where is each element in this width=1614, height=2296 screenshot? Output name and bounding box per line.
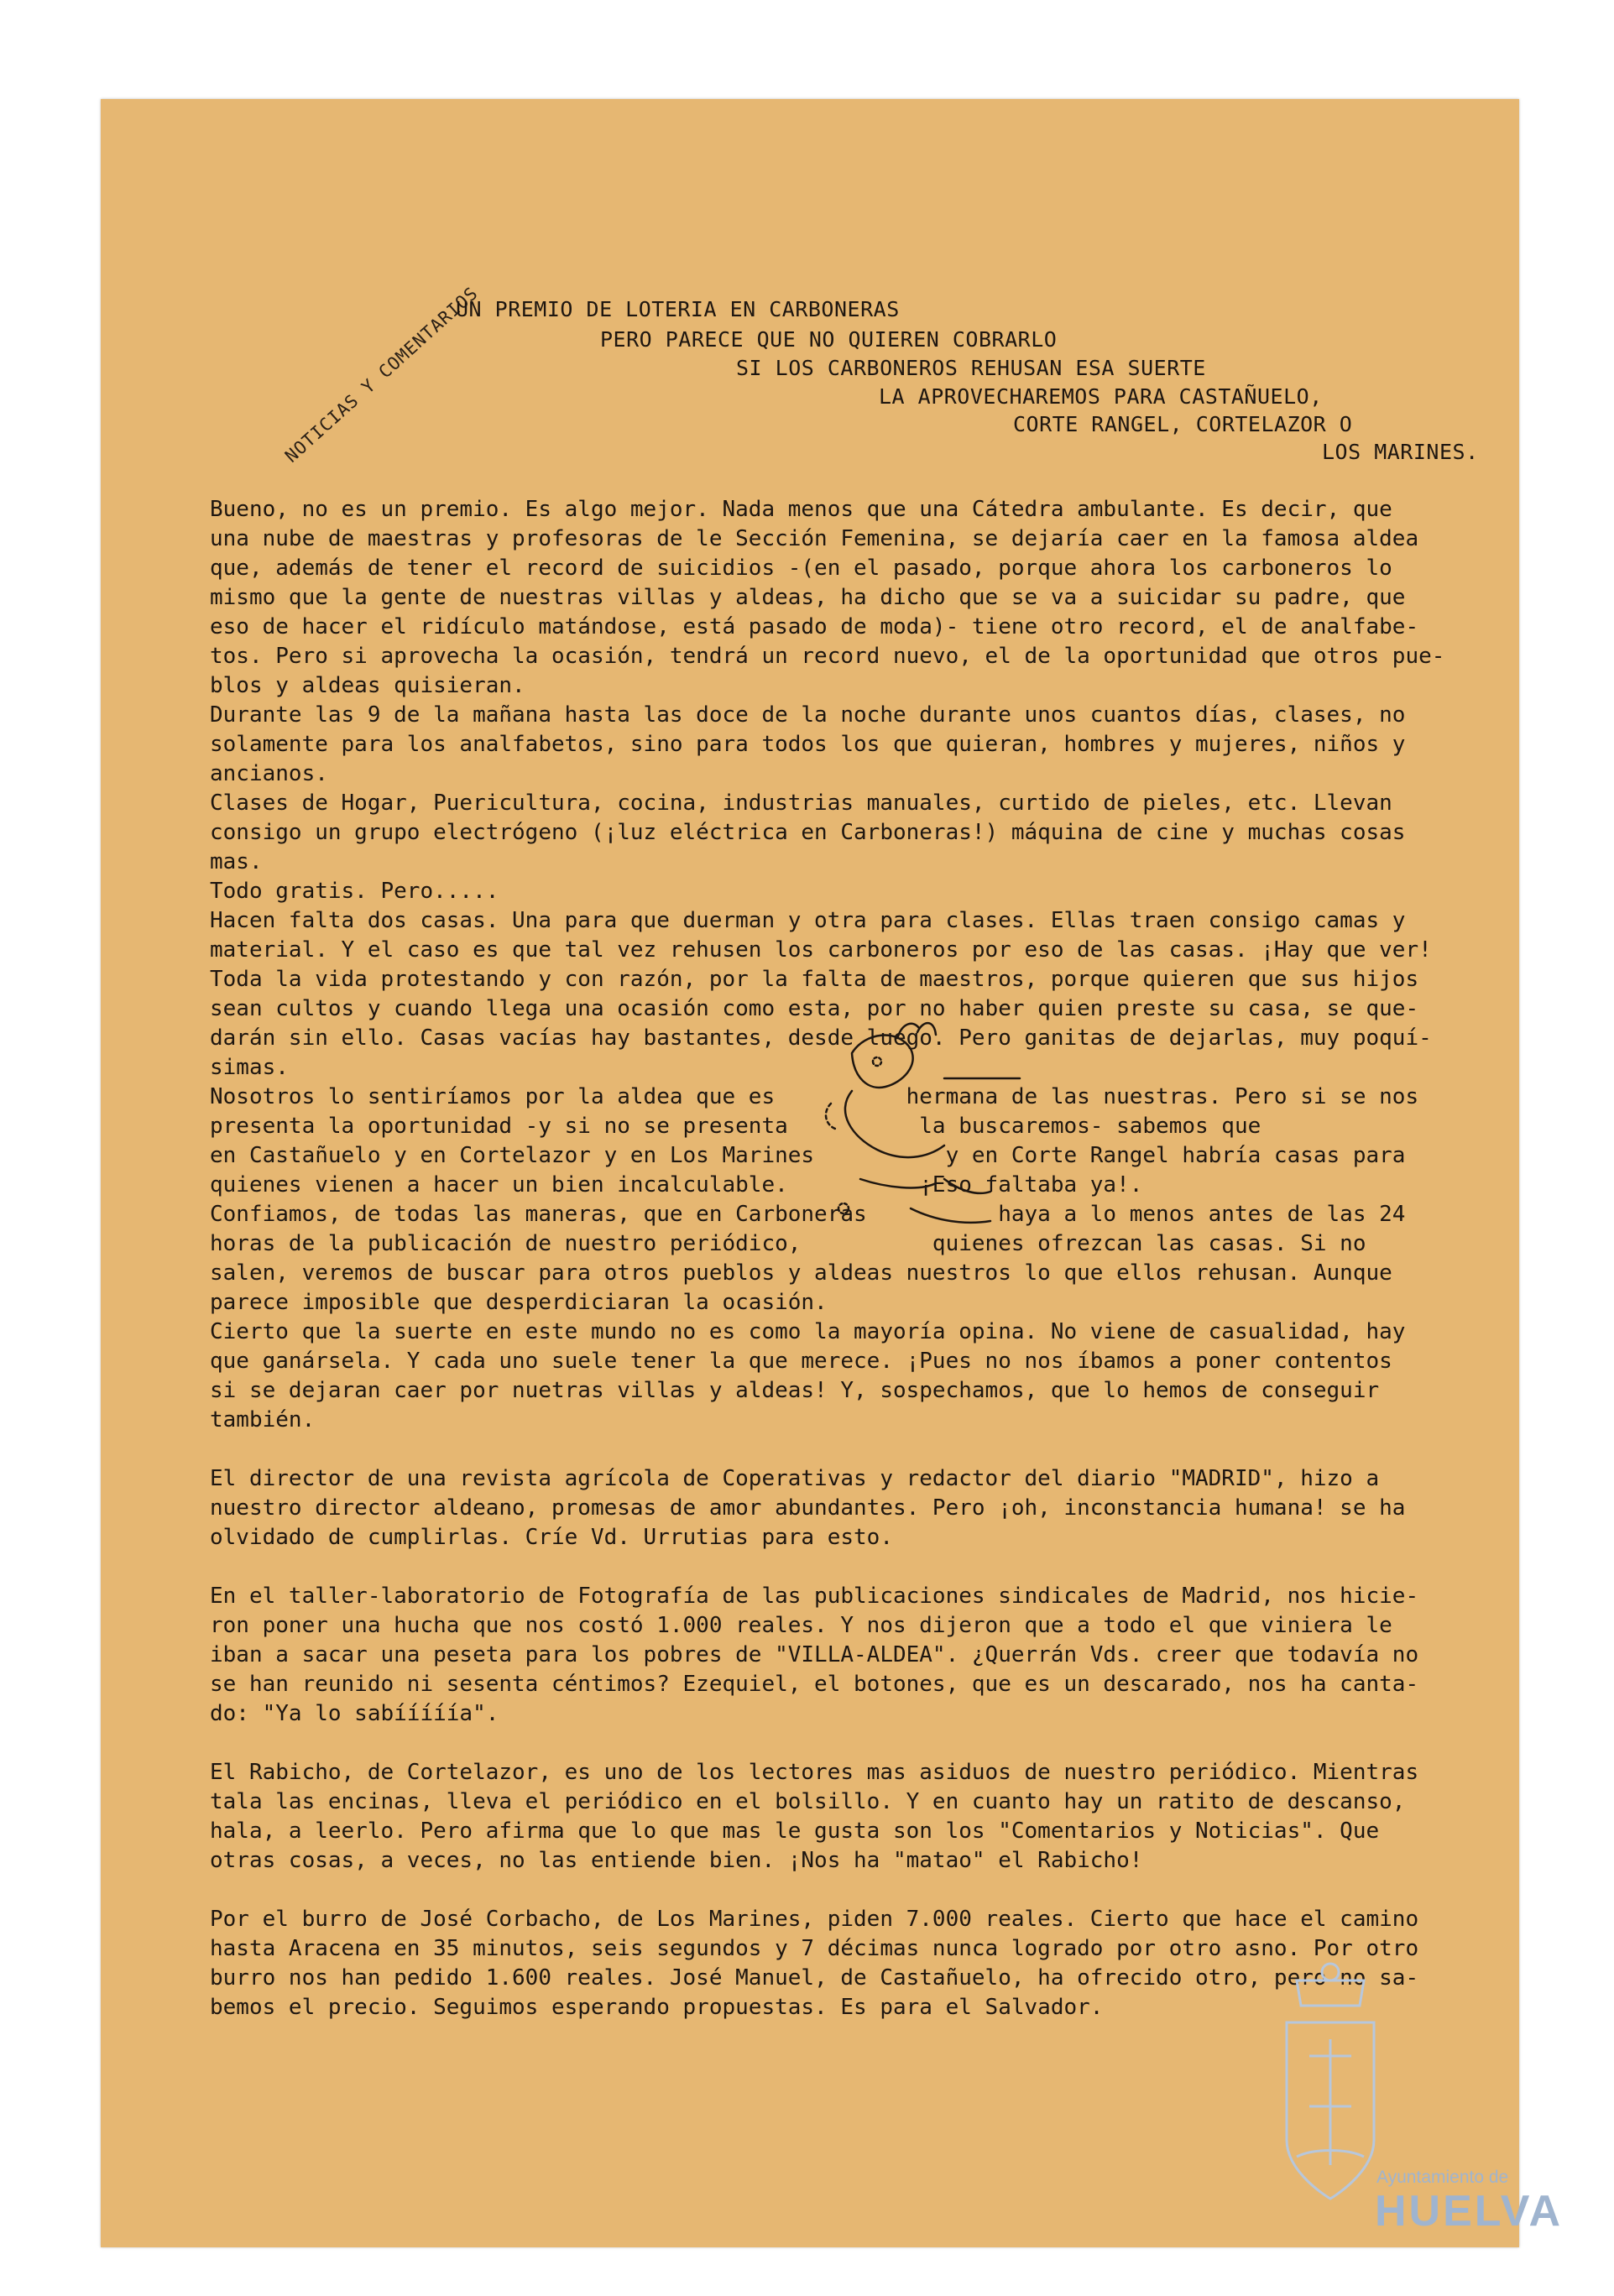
text-line: consigo un grupo electrógeno (¡luz eléctrica en Carboneras!) máquina de cine y muchas cosas bbox=[210, 820, 1406, 845]
rabbit-sketch-icon bbox=[818, 1020, 1037, 1238]
text-line: se han reunido ni sesenta céntimos? Ezequiel, el botones, que es un descarado, nos ha canta- bbox=[210, 1672, 1419, 1697]
text-line: horas de la publicación de nuestro periódico, quienes ofrezcan las casas. Si no bbox=[210, 1231, 1366, 1256]
text-line: do: "Ya lo sabííííía". bbox=[210, 1701, 499, 1726]
text-line: que ganársela. Y cada uno suele tener la que merece. ¡Pues no nos íbamos a poner contentos bbox=[210, 1349, 1392, 1374]
text-line: otras cosas, a veces, no las entiende bien. ¡Nos ha "matao" el Rabicho! bbox=[210, 1848, 1143, 1873]
text-line: olvidado de cumplirlas. Críe Vd. Urrutias para esto. bbox=[210, 1525, 893, 1550]
text-line: bemos el precio. Seguimos esperando propuestas. Es para el Salvador. bbox=[210, 1995, 1104, 2020]
text-line: Bueno, no es un premio. Es algo mejor. Nada menos que una Cátedra ambulante. Es decir, que bbox=[210, 497, 1392, 522]
text-line: blos y aldeas quisieran. bbox=[210, 673, 525, 698]
text-line: El Rabicho, de Cortelazor, es uno de los lectores mas asiduos de nuestro periódico. Mientras bbox=[210, 1760, 1419, 1785]
text-line: Durante las 9 de la mañana hasta las doce de la noche durante unos cuantos días, clases, no bbox=[210, 702, 1406, 728]
text-line: Hacen falta dos casas. Una para que duerman y otra para clases. Ellas traen consigo camas y bbox=[210, 908, 1406, 933]
section-stamp: NOTICIAS Y COMENTARIOS bbox=[281, 283, 483, 467]
text-line: hala, a leerlo. Pero afirma que lo que mas le gusta son los "Comentarios y Noticias". Que bbox=[210, 1819, 1380, 1844]
text-line: simas. bbox=[210, 1055, 289, 1080]
text-line: iban a sacar una peseta para los pobres de "VILLA-ALDEA". ¿Querrán Vds. creer que todavía no bbox=[210, 1642, 1419, 1667]
text-line: mismo que la gente de nuestras villas y aldeas, ha dicho que se va a suicidar su padre, que bbox=[210, 585, 1406, 610]
headline-line-4: LA APROVECHAREMOS PARA CASTAÑUELO, bbox=[879, 384, 1323, 409]
text-line: Por el burro de José Corbacho, de Los Marines, piden 7.000 reales. Cierto que hace el camino bbox=[210, 1907, 1419, 1932]
text-line: burro nos han pedido 1.600 reales. José Manuel, de Castañuelo, ha ofrecido otro, pero no sa- bbox=[210, 1965, 1419, 1991]
text-line: darán sin ello. Casas vacías hay bastantes, desde luego. Pero ganitas de dejarlas, muy poquí- bbox=[210, 1025, 1432, 1051]
headline-line-3: SI LOS CARBONEROS REHUSAN ESA SUERTE bbox=[736, 356, 1206, 380]
paragraph-gap bbox=[210, 1876, 1498, 1905]
text-line: Clases de Hogar, Puericultura, cocina, industrias manuales, curtido de pieles, etc. Llevan bbox=[210, 791, 1392, 816]
text-line: Cierto que la suerte en este mundo no es como la mayoría opina. No viene de casualidad, hay bbox=[210, 1319, 1406, 1344]
article-body bbox=[210, 495, 1498, 2022]
headline-line-2: PERO PARECE QUE NO QUIEREN COBRARLO bbox=[600, 327, 1058, 352]
text-line: ancianos. bbox=[210, 761, 328, 786]
text-line: sean cultos y cuando llega una ocasión como esta, por no haber quien preste su casa, se que- bbox=[210, 996, 1419, 1021]
text-line: ron poner una hucha que nos costó 1.000 reales. Y nos dijeron que a todo el que viniera le bbox=[210, 1613, 1392, 1638]
text-line: Nosotros lo sentiríamos por la aldea que es hermana de las nuestras. Pero si se nos bbox=[210, 1084, 1419, 1109]
text-line: quienes vienen a hacer un bien incalculable. ¡Eso faltaba ya!. bbox=[210, 1172, 1143, 1198]
text-line: solamente para los analfabetos, sino para todos los que quieran, hombres y mujeres, niños y bbox=[210, 732, 1406, 757]
text-line: que, además de tener el record de suicidios -(en el pasado, porque ahora los carboneros lo bbox=[210, 556, 1392, 581]
headline-line-6: LOS MARINES. bbox=[1322, 440, 1479, 464]
headline-line-5: CORTE RANGEL, CORTELAZOR O bbox=[1013, 412, 1353, 436]
text-line: Todo gratis. Pero..... bbox=[210, 879, 499, 904]
text-line: si se dejaran caer por nuetras villas y aldeas! Y, sospechamos, que lo hemos de conseguir bbox=[210, 1378, 1380, 1403]
paragraph-gap bbox=[210, 1435, 1498, 1464]
text-line: tos. Pero si aprovecha la ocasión, tendrá un record nuevo, el de la oportunidad que otros pue- bbox=[210, 644, 1445, 669]
text-line: eso de hacer el ridículo matándose, está pasado de moda)- tiene otro record, el de analfabe- bbox=[210, 614, 1419, 639]
text-line: salen, veremos de buscar para otros pueblos y aldeas nuestros lo que ellos rehusan. Aunque bbox=[210, 1260, 1392, 1286]
text-line: hasta Aracena en 35 minutos, seis segundos y 7 décimas nunca logrado por otro asno. Por otro bbox=[210, 1936, 1419, 1961]
text-line: mas. bbox=[210, 849, 263, 874]
paragraph-gap bbox=[210, 1552, 1498, 1582]
text-line: nuestro director aldeano, promesas de amor abundantes. Pero ¡oh, inconstancia humana! se ha bbox=[210, 1495, 1406, 1521]
watermark-subtitle: Ayuntamiento de bbox=[1376, 2168, 1509, 2187]
text-line: en Castañuelo y en Cortelazor y en Los Marines y en Corte Rangel habría casas para bbox=[210, 1143, 1406, 1168]
huelva-watermark bbox=[1263, 1955, 1582, 2274]
headline-line-1: UN PREMIO DE LOTERIA EN CARBONERAS bbox=[456, 297, 900, 321]
text-line: parece imposible que desperdiciaran la ocasión. bbox=[210, 1290, 828, 1315]
text-line: también. bbox=[210, 1407, 316, 1432]
text-line: El director de una revista agrícola de Coperativas y redactor del diario "MADRID", hizo a bbox=[210, 1466, 1380, 1491]
text-line: Toda la vida protestando y con razón, por la falta de maestros, porque quieren que sus hijos bbox=[210, 967, 1419, 992]
text-line: una nube de maestras y profesoras de le Sección Femenina, se dejaría caer en la famosa aldea bbox=[210, 526, 1419, 551]
text-line: presenta la oportunidad -y si no se presenta la buscaremos- sabemos que bbox=[210, 1114, 1261, 1139]
paragraph-gap bbox=[210, 1729, 1498, 1758]
text-line: tala las encinas, lleva el periódico en el bolsillo. Y en cuanto hay un ratito de descanso, bbox=[210, 1789, 1406, 1814]
text-line: material. Y el caso es que tal vez rehusen los carboneros por eso de las casas. ¡Hay que ver! bbox=[210, 937, 1432, 963]
text-line: En el taller-laboratorio de Fotografía de las publicaciones sindicales de Madrid, nos hicie- bbox=[210, 1584, 1419, 1609]
watermark-title: HUELVA bbox=[1375, 2187, 1564, 2236]
text-line: Confiamos, de todas las maneras, que en Carboneras haya a lo menos antes de las 24 bbox=[210, 1202, 1406, 1227]
